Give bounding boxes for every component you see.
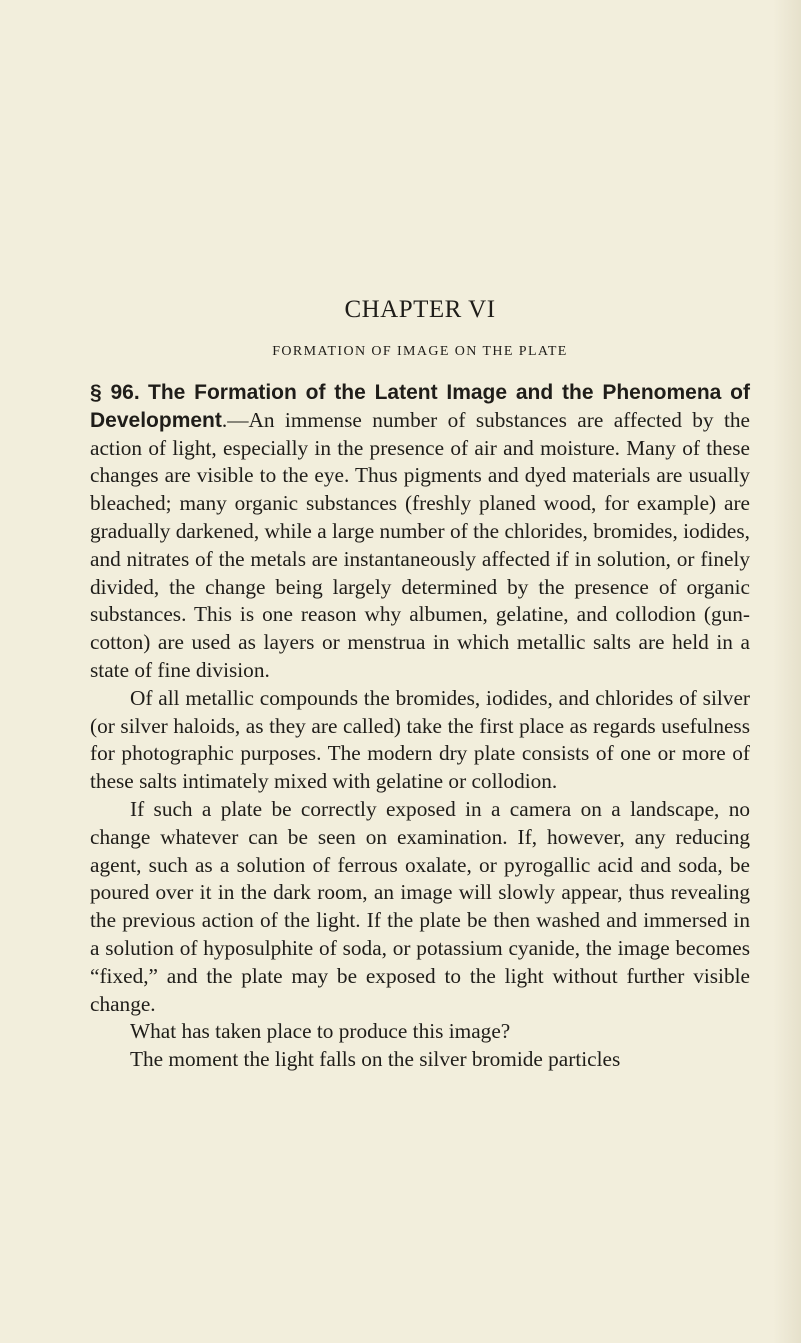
paragraph-2: Of all metallic compounds the bromides, iodides, and chlorides of silver (or silver haloids, as they are called) take the first place as regards usefulness for photographic purposes. The modern dry plate consists of one or more of these salts intimately mixed with gelatine or collodion.	[90, 685, 750, 794]
text-block	[90, 295, 750, 1074]
chapter-title: CHAPTER VI	[344, 296, 496, 323]
chapter-subtitle: FORMATION OF IMAGE ON THE PLATE	[272, 344, 568, 359]
paragraph-1-text: An immense number of substances are affected by the action of light, especially in the presence of air and moisture. Many of these changes are visible to the eye. Thus pigments and dyed materials are usually bleached; many organic substances (freshly planed wood, for example) are gradually darkened, while a large number of the chlorides, bromides, iodides, and nitrates of the metals are instantaneously affected if in solution, or finely divided, the change being largely determined by the presence of organic substances. This is one reason why albumen, gelatine, and collodion (gun-cotton) are used as layers or menstrua in which metallic salts are held in a state of fine division.	[90, 407, 750, 682]
heading-dash: .—	[221, 407, 249, 432]
paragraph-3: If such a plate be correctly exposed in a camera on a landscape, no change whatever can be seen on examination. If, however, any reducing agent, such as a solution of ferrous oxalate, or pyrogallic acid and soda, be poured over it in the dark room, an image will slowly appear, thus revealing the previous action of the light. If the plate be then washed and immersed in a solution of hyposulphite of soda, or potassium cyanide, the image becomes “fixed,” and the plate may be exposed to the light without further visible change.	[90, 796, 750, 1016]
section-heading: The Formation of the Latent Image and the Phenomena of Development	[90, 381, 750, 432]
paragraph-5: The moment the light falls on the silver bromide particles	[130, 1047, 621, 1072]
paragraph-4: What has taken place to produce this image?	[130, 1019, 511, 1044]
page-edge-shadow	[773, 0, 801, 1343]
section-number: § 96.	[90, 381, 140, 404]
paragraph-1	[90, 379, 750, 685]
